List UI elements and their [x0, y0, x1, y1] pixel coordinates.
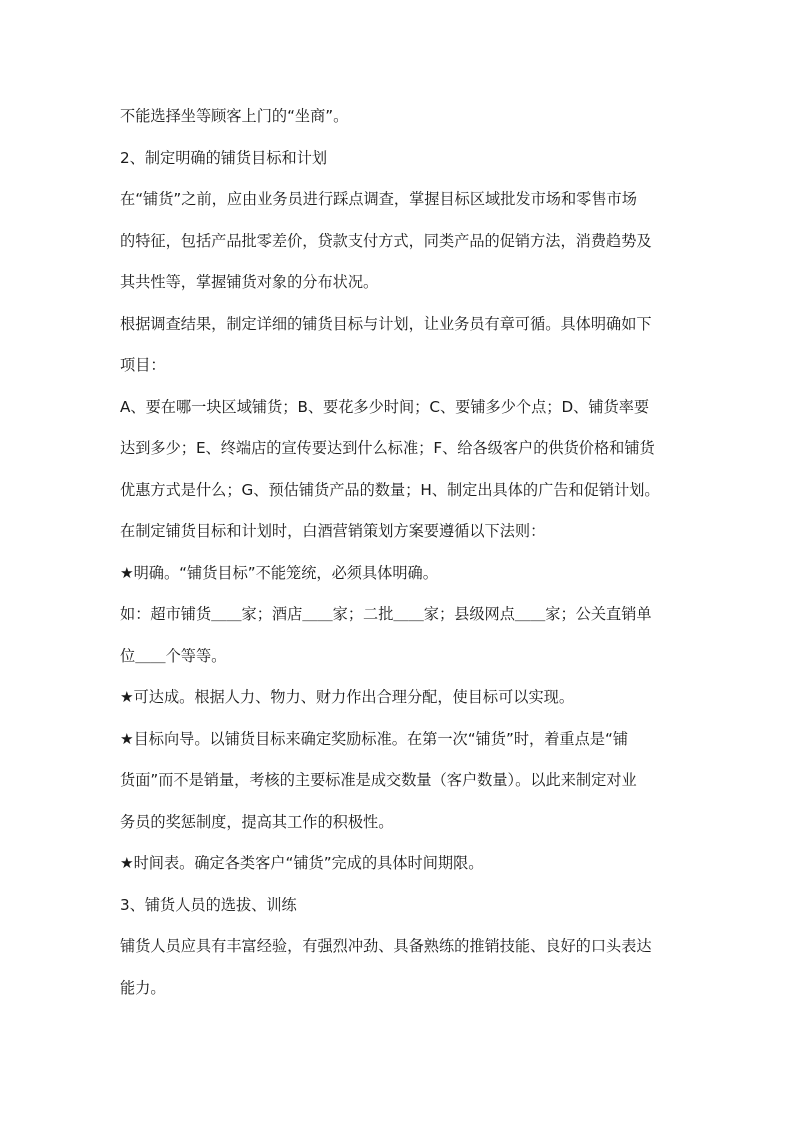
- section-heading: 2、制定明确的铺货目标和计划: [120, 148, 328, 167]
- text-line: 货面”而不是销量，考核的主要标准是成交数量（客户数量）。以此来制定对业: [120, 771, 637, 789]
- text-line: 位＿＿个等等。: [120, 646, 227, 665]
- text-line: 项目：: [120, 356, 166, 374]
- bullet-item: ★时间表。确定各类客户“铺货”完成的具体时间期限。: [120, 854, 484, 872]
- text-line: 根据调查结果，制定详细的铺货目标与计划，让业务员有章可循。具体明确如下: [120, 314, 652, 333]
- text-line: 不能选择坐等顾客上门的“坐商”。: [120, 107, 349, 125]
- text-line: 能力。: [120, 978, 166, 997]
- document-body: [120, 104, 680, 1017]
- text-line: 的特征，包括产品批零差价，贷款支付方式，同类产品的促销方法，消费趋势及: [120, 231, 652, 250]
- text-line: 在“铺货”之前，应由业务员进行踩点调查，掌握目标区域批发市场和零售市场: [120, 190, 637, 208]
- text-line: 优惠方式是什么；G、预估铺货产品的数量；H、制定出具体的广告和促销计划。: [120, 480, 660, 499]
- bullet-item: ★明确。“铺货目标”不能笼统，必须具体明确。: [120, 563, 438, 582]
- text-line: 在制定铺货目标和计划时，白酒营销策划方案要遵循以下法则：: [120, 522, 546, 540]
- text-line: 务员的奖惩制度，提高其工作的积极性。: [120, 812, 394, 831]
- text-line: 如：超市铺货＿＿家；酒店＿＿家；二批＿＿家；县级网点＿＿家；公关直销单: [120, 605, 652, 623]
- text-line: 其共性等，掌握铺货对象的分布状况。: [120, 273, 379, 291]
- text-line: 铺货人员应具有丰富经验，有强烈冲劲、具备熟练的推销技能、良好的口头表达: [120, 937, 652, 955]
- section-heading: 3、铺货人员的选拔、训练: [120, 895, 297, 914]
- text-line: 达到多少；E、终端店的宣传要达到什么标准；F、给各级客户的供货价格和铺货: [120, 439, 655, 457]
- bullet-item: ★可达成。根据人力、物力、财力作出合理分配，使目标可以实现。: [120, 688, 575, 706]
- text-line: A、要在哪一块区域铺货；B、要花多少时间；C、要铺多少个点；D、铺货率要: [120, 397, 650, 416]
- bullet-item: ★目标向导。以铺货目标来确定奖励标准。在第一次“铺货”时，着重点是“铺: [120, 729, 629, 748]
